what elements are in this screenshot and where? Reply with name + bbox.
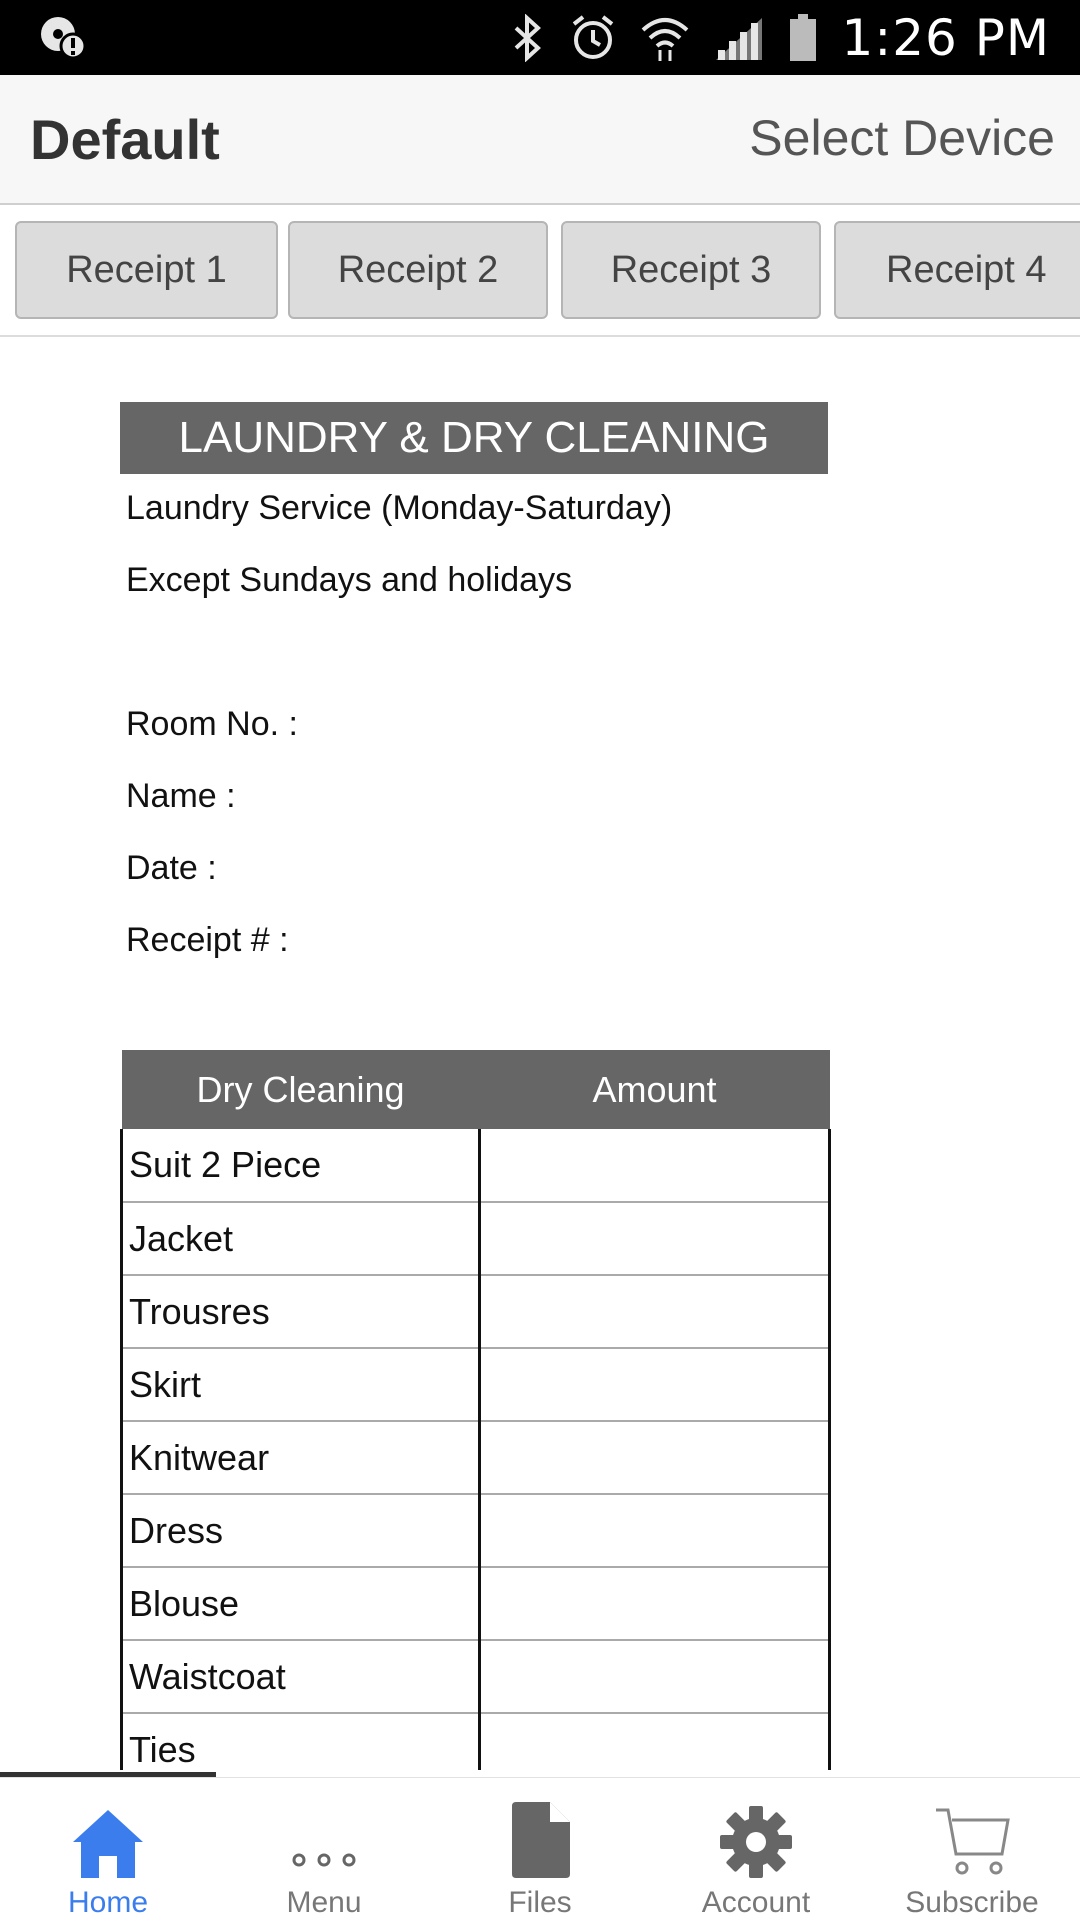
nav-label: Files	[508, 1886, 572, 1919]
table-row	[122, 1494, 830, 1567]
table-row	[122, 1421, 830, 1494]
nav-label: Account	[701, 1886, 811, 1919]
item-cell: Skirt	[122, 1348, 480, 1421]
amount-cell[interactable]	[480, 1348, 830, 1421]
receipt-document[interactable]	[0, 337, 1080, 1770]
column-header-amount: Amount	[480, 1050, 830, 1129]
signal-icon	[714, 14, 764, 62]
table-row	[122, 1567, 830, 1640]
table-row	[122, 1640, 830, 1713]
amount-cell[interactable]	[480, 1713, 830, 1770]
table-row	[122, 1713, 830, 1770]
amount-cell[interactable]	[480, 1275, 830, 1348]
item-cell: Ties	[122, 1713, 480, 1770]
cart-icon	[932, 1790, 1012, 1880]
amount-cell[interactable]	[480, 1202, 830, 1275]
nav-account[interactable]	[648, 1778, 864, 1920]
exception-line: Except Sundays and holidays	[126, 561, 573, 599]
select-device-button[interactable]: Select Device	[749, 110, 1055, 166]
tab-receipt-2[interactable]: Receipt 2	[288, 221, 548, 319]
tab-receipt-3[interactable]: Receipt 3	[561, 221, 821, 319]
amount-cell[interactable]	[480, 1567, 830, 1640]
item-cell: Suit 2 Piece	[122, 1129, 480, 1202]
gear-icon	[718, 1790, 794, 1880]
tab-receipt-4[interactable]: Receipt 4	[834, 221, 1080, 319]
document-title: LAUNDRY & DRY CLEANING	[120, 402, 828, 474]
nav-files[interactable]	[432, 1778, 648, 1920]
nav-home[interactable]	[0, 1778, 216, 1920]
battery-icon	[788, 13, 818, 63]
bottom-nav	[0, 1777, 1080, 1920]
tab-receipt-1[interactable]: Receipt 1	[15, 221, 278, 319]
nav-label: Menu	[286, 1886, 362, 1919]
receipt-tabs	[0, 207, 1080, 337]
item-cell: Trousres	[122, 1275, 480, 1348]
nav-subscribe[interactable]	[864, 1778, 1080, 1920]
table-header-row	[122, 1050, 830, 1129]
table-row	[122, 1348, 830, 1421]
wifi-icon	[640, 14, 690, 62]
more-dots-icon	[289, 1790, 359, 1880]
nav-menu[interactable]	[216, 1778, 432, 1920]
alarm-icon	[570, 14, 616, 62]
page-title: Default	[30, 108, 220, 171]
app-header	[0, 75, 1080, 205]
item-cell: Dress	[122, 1494, 480, 1567]
file-icon	[508, 1790, 572, 1880]
item-cell: Knitwear	[122, 1421, 480, 1494]
nav-label: Home	[67, 1886, 149, 1919]
item-cell: Waistcoat	[122, 1640, 480, 1713]
amount-cell[interactable]	[480, 1640, 830, 1713]
service-line: Laundry Service (Monday-Saturday)	[126, 489, 673, 527]
table-row	[122, 1129, 830, 1202]
item-cell: Jacket	[122, 1202, 480, 1275]
dry-cleaning-table	[120, 1050, 831, 1770]
room-field-label: Room No. :	[126, 705, 298, 743]
amount-cell[interactable]	[480, 1421, 830, 1494]
bluetooth-icon	[510, 14, 546, 62]
amount-cell[interactable]	[480, 1129, 830, 1202]
nav-label: Subscribe	[905, 1886, 1039, 1919]
clock: 1:26 PM	[841, 8, 1050, 67]
sync-alert-icon	[38, 14, 88, 60]
table-row	[122, 1202, 830, 1275]
item-cell: Blouse	[122, 1567, 480, 1640]
date-field-label: Date :	[126, 849, 217, 887]
amount-cell[interactable]	[480, 1494, 830, 1567]
status-bar	[0, 0, 1080, 75]
receipt-number-label: Receipt # :	[126, 921, 289, 959]
column-header-item: Dry Cleaning	[122, 1050, 480, 1129]
home-icon	[71, 1790, 145, 1880]
name-field-label: Name :	[126, 777, 236, 815]
table-row	[122, 1275, 830, 1348]
